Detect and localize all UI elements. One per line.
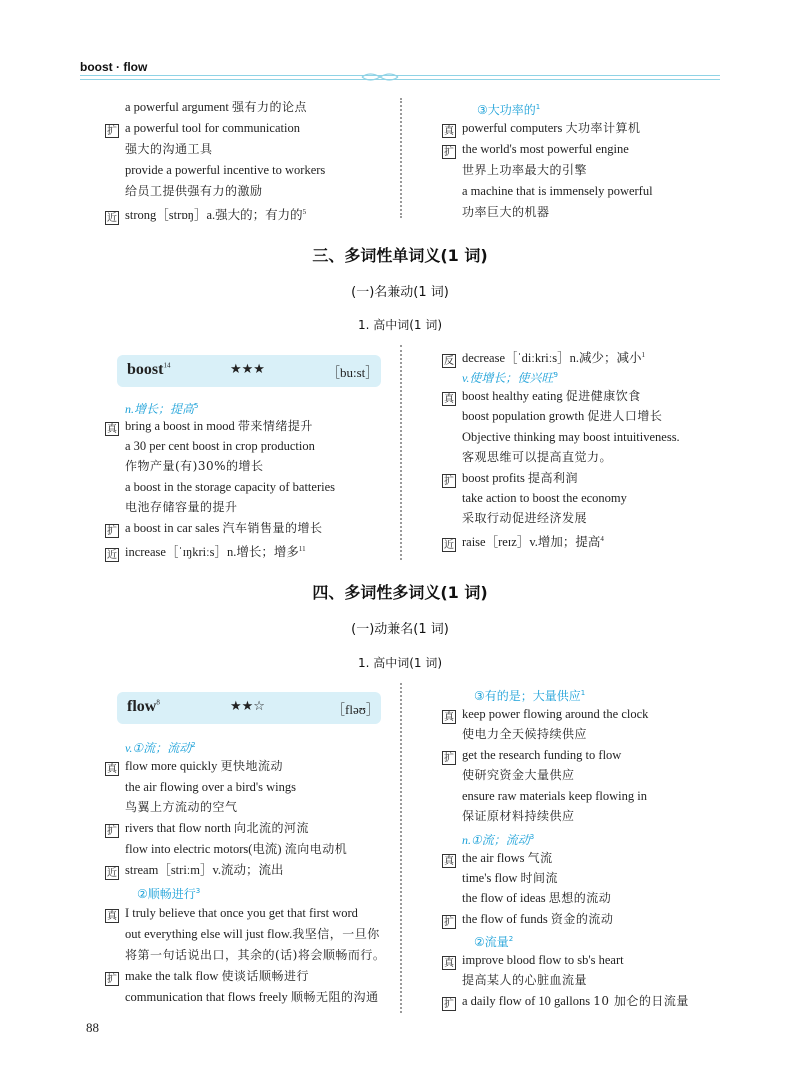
example-line: the air flowing over a bird's wings (125, 780, 296, 794)
example-line: 扩 the world's most powerful engine (444, 142, 629, 158)
synonym-line: 近 increase［ˈɪŋkriːs］n.增长；增多$^{11}$ (107, 545, 306, 562)
section-title: 四、多词性多词义(1 词) (312, 583, 488, 602)
tag-icon: 扩 (107, 974, 117, 985)
example-line: take action to boost the economy (462, 491, 627, 505)
example-line: a boost in the storage capacity of batteries (125, 480, 335, 494)
sense-heading: ③大功率的$^1$ (477, 103, 541, 117)
tag-icon: 真 (444, 958, 454, 969)
tag-icon: 近 (107, 550, 117, 562)
example-line: 扩 a powerful tool for communication (107, 121, 300, 137)
phonetic: ［bu:st］ (327, 365, 379, 380)
phonetic: ［fləʊ］ (332, 702, 379, 717)
translation-line: 保证原材料持续供应 (462, 809, 575, 823)
tag-icon: 近 (107, 868, 117, 879)
example-line: 扩 boost profits 提高利润 (444, 471, 578, 487)
tag-icon: 真 (107, 911, 117, 922)
headword: boost$^{14}$ (127, 361, 171, 378)
example-line: out everything else will just flow.我坚信，一旦你 (125, 927, 380, 941)
example-line: a powerful argument 强有力的论点 (125, 100, 308, 114)
sense-heading: n.增长；提高$^5$ (125, 402, 199, 416)
headword-box-boost (117, 355, 381, 387)
translation-line: 作物产量(有)30%的增长 (125, 459, 264, 473)
sense-heading: v.使增长；使兴旺$^9$ (462, 371, 558, 385)
example-line: 扩 make the talk flow 使谈话顺畅进行 (107, 969, 310, 985)
tag-icon: 扩 (107, 826, 117, 837)
headword-box-flow (117, 692, 381, 724)
tag-icon: 扩 (444, 917, 454, 928)
level-title: 1. 高中词(1 词) (357, 318, 443, 332)
example-line: 真 keep power flowing around the clock (444, 707, 649, 723)
example-line: flow into electric motors(电流) 流向电动机 (125, 842, 348, 856)
tag-icon: 扩 (107, 126, 117, 137)
example-line: 真 I truly believe that once you get that first word (107, 906, 358, 922)
headword: flow$^8$ (127, 698, 160, 715)
translation-line: 采取行动促进经济发展 (462, 511, 588, 525)
header-ornament-icon (360, 71, 400, 83)
example-line: the flow of ideas 思想的流动 (462, 891, 612, 905)
example-line: 真 bring a boost in mood 带来情绪提升 (107, 419, 313, 435)
synonym-line: 近 strong［strɒŋ］a.强大的；有力的$^5$ (107, 208, 307, 225)
tag-icon: 真 (444, 394, 454, 405)
example-line: communication that flows freely 顺畅无阻的沟通 (125, 990, 379, 1004)
example-line: boost population growth 促进人口增长 (462, 409, 663, 423)
translation-line: 鸟翼上方流动的空气 (125, 800, 238, 814)
tag-icon: 近 (107, 213, 117, 225)
tag-icon: 扩 (107, 526, 117, 537)
translation-line: 使电力全天候持续供应 (462, 727, 588, 741)
example-line: a 30 per cent boost in crop production (125, 439, 315, 453)
example-line: ensure raw materials keep flowing in (462, 789, 648, 803)
level-title: 1. 高中词(1 词) (357, 656, 443, 670)
translation-line: 功率巨大的机器 (462, 205, 550, 219)
synonym-line: 近 stream［striːm］v.流动；流出 (107, 863, 284, 879)
translation-line: 提高某人的心脏血流量 (462, 973, 588, 987)
page-number: 88 (86, 1020, 99, 1035)
translation-line: 客观思维可以提高直觉力。 (462, 450, 613, 464)
translation-line: 给员工提供强有力的激励 (125, 184, 263, 198)
translation-line: 电池存储容量的提升 (125, 500, 238, 514)
tag-icon: 扩 (444, 147, 454, 158)
column-divider (400, 683, 410, 1013)
tag-icon: 真 (444, 126, 454, 137)
frequency-stars: ★★☆ (230, 699, 265, 714)
example-line: 扩 get the research funding to flow (444, 748, 622, 764)
antonym-line: 反 decrease［ˈdiːkriːs］n.减少；减小$^1$ (444, 351, 645, 368)
tag-icon: 真 (107, 424, 117, 435)
translation-line: 世界上功率最大的引擎 (462, 163, 588, 177)
tag-icon: 近 (444, 540, 454, 552)
example-line: 扩 a daily flow of 10 gallons 10 加仑的日流量 (444, 994, 689, 1010)
example-line: 真 flow more quickly 更快地流动 (107, 759, 283, 775)
example-line: time's flow 时间流 (462, 871, 559, 885)
subsection-title: (一)名兼动(1 词) (351, 285, 449, 300)
subsection-title: (一)动兼名(1 词) (351, 622, 449, 637)
translation-line: 强大的沟通工具 (125, 142, 213, 156)
frequency-stars: ★★★ (230, 362, 265, 377)
translation-line: 将第一句话说出口，其余的(话)将会顺畅而行。 (125, 948, 386, 962)
translation-line: 使研究资金大量供应 (462, 768, 575, 782)
sense-heading: ②流量$^2$ (474, 935, 514, 949)
tag-icon: 扩 (444, 476, 454, 487)
tag-icon: 反 (444, 356, 454, 368)
column-divider (400, 345, 410, 560)
example-line: 扩 the flow of funds 资金的流动 (444, 912, 614, 928)
tag-icon: 真 (444, 712, 454, 723)
tag-icon: 真 (444, 856, 454, 867)
tag-icon: 扩 (444, 753, 454, 764)
example-line: 真 improve blood flow to sb's heart (444, 953, 624, 969)
example-line: 扩 rivers that flow north 向北流的河流 (107, 821, 310, 837)
example-line: 真 powerful computers 大功率计算机 (444, 121, 641, 137)
running-header: boost · flow (80, 60, 148, 74)
sense-heading: n.①流；流动$^3$ (462, 833, 535, 847)
example-line: 真 boost healthy eating 促进健康饮食 (444, 389, 641, 405)
sense-heading: ②顺畅进行$^3$ (137, 887, 201, 901)
header-rule (80, 75, 720, 76)
section-title: 三、多词性单词义(1 词) (312, 246, 488, 265)
sense-heading: v.①流；流动$^2$ (125, 741, 196, 755)
column-divider (400, 98, 410, 218)
example-line: provide a powerful incentive to workers (125, 163, 326, 177)
example-line: 扩 a boost in car sales 汽车销售量的增长 (107, 521, 323, 537)
example-line: a machine that is immensely powerful (462, 184, 653, 198)
example-line: Objective thinking may boost intuitiveness. (462, 430, 680, 444)
header-rule (80, 79, 720, 80)
tag-icon: 真 (107, 764, 117, 775)
sense-heading: ③有的是；大量供应$^1$ (474, 689, 586, 703)
tag-icon: 扩 (444, 999, 454, 1010)
synonym-line: 近 raise［reɪz］v.增加；提高$^4$ (444, 535, 604, 552)
example-line: 真 the air flows 气流 (444, 851, 553, 867)
